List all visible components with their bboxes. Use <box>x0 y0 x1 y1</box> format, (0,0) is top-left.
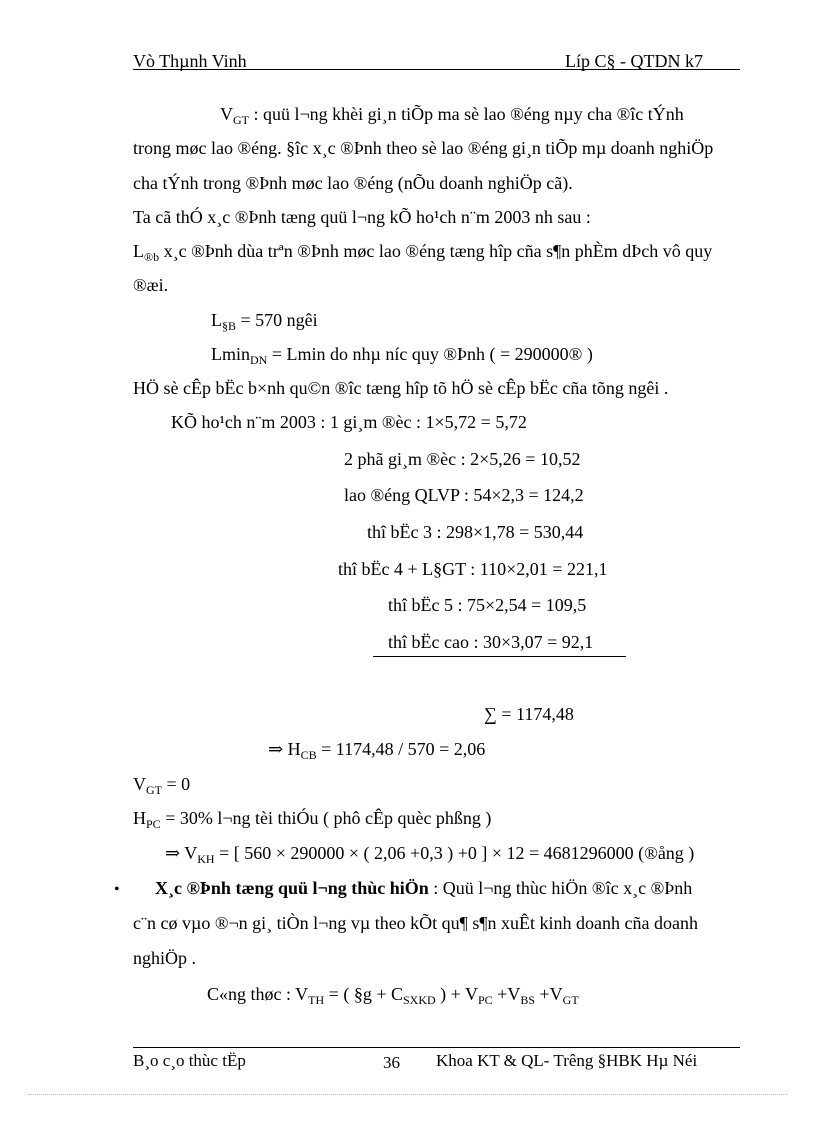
sum-total: ∑ = 1174,48 <box>484 704 574 724</box>
footer-title: B¸o c¸o thùc tËp <box>133 1051 246 1070</box>
calc-line: thî bËc 4 + L§GT : 110×2,01 = 221,1 <box>338 559 608 579</box>
paragraph-ldb: $L_{®b}$ x¸c ®Þnh dùa trªn ®Þnh møc lao ®éng tæng hîp cña s¶n phÈm dÞch vô quy <box>133 241 713 264</box>
formula-hcb: ⇒ $H_{CB} = 1174,48 / 570 = 2,06$ <box>268 739 486 762</box>
paragraph-line: Ta cã thÓ x¸c ®Þnh tæng quü l¬ng kÕ ho¹ch n¨m 2003 nh sau : <box>133 207 591 227</box>
paragraph-line: nghiÖp . <box>133 948 196 968</box>
formula-hpc: $H_{PC} = 30\%$ l¬ng tèi thiÓu ( phô cÊp quèc phßng ) <box>133 808 492 831</box>
formula-lmin: Lmin$_{DN}$ = Lmin do nhµ níc quy ®Þnh ( = 290000® ) <box>211 344 593 367</box>
sum-rule <box>373 656 626 657</box>
page-number: 36 <box>383 1053 400 1072</box>
footer-school: Khoa KT & QL- Trêng §HBK Hµ Néi <box>436 1051 698 1070</box>
formula-vkh: ⇒ $V_{KH}$ = [ 560 × 290000 × ( 2,06 +0,3 ) +0 ] × 12 = 4681296000 (®ång ) <box>165 843 695 866</box>
calc-line: thî bËc cao : 30×3,07 = 92,1 <box>388 632 594 652</box>
section-vth: X¸c ®Þnh tæng quü l¬ng thùc hiÖn : Quü l¬ng thùc hiÖn ®îc x¸c ®Þnh <box>155 878 693 898</box>
header-class: Líp C§ - QTDN k7 <box>565 51 703 71</box>
paragraph-vgt: $V_{GT}$ : quü l¬ng khèi gi¸n tiÕp ma sè lao ®éng nµy cha ®îc tÝnh <box>220 104 684 127</box>
page-edge-rule <box>28 1094 788 1095</box>
calc-line: 2 phã gi¸m ®èc : 2×5,26 = 10,52 <box>344 449 581 469</box>
footer-rule <box>133 1047 740 1048</box>
calc-line: thî bËc 3 : 298×1,78 = 530,44 <box>367 522 584 542</box>
header-rule <box>133 69 740 70</box>
calc-line: lao ®éng QLVP : 54×2,3 = 124,2 <box>344 485 584 505</box>
paragraph-line: HÖ sè cÊp bËc b×nh qu©n ®îc tæng hîp tõ hÖ sè cÊp bËc cña tõng ngêi . <box>133 378 669 398</box>
paragraph-line: ®æi. <box>133 275 169 295</box>
bullet-icon: • <box>114 881 120 898</box>
calc-line: thî bËc 5 : 75×2,54 = 109,5 <box>388 595 587 615</box>
paragraph-line: trong møc lao ®éng. §îc x¸c ®Þnh theo sè lao ®éng gi¸n tiÕp mµ doanh nghiÖp <box>133 138 714 158</box>
header-author: Vò Thµnh Vinh <box>133 51 247 71</box>
formula-vgt: $V_{GT} = 0$ <box>133 774 191 797</box>
formula-ldb: $L_{\S B} = 570$ ngêi <box>211 310 318 333</box>
calc-line: KÕ ho¹ch n¨m 2003 : 1 gi¸m ®èc : 1×5,72 = 5,72 <box>171 412 527 432</box>
formula-vth: C«ng thøc : $V_{TH}$ = ( §g + $C_{SXKD}$ ) + $V_{PC} +V_{BS} +V_{GT}$ <box>207 984 579 1007</box>
paragraph-line: c¨n cø vµo ®¬n gi¸ tiÒn l¬ng vµ theo kÕt qu¶ s¶n xuÊt kinh doanh cña doanh <box>133 913 698 933</box>
paragraph-line: cha tÝnh trong ®Þnh møc lao ®éng (nÕu doanh nghiÖp cã). <box>133 173 573 193</box>
